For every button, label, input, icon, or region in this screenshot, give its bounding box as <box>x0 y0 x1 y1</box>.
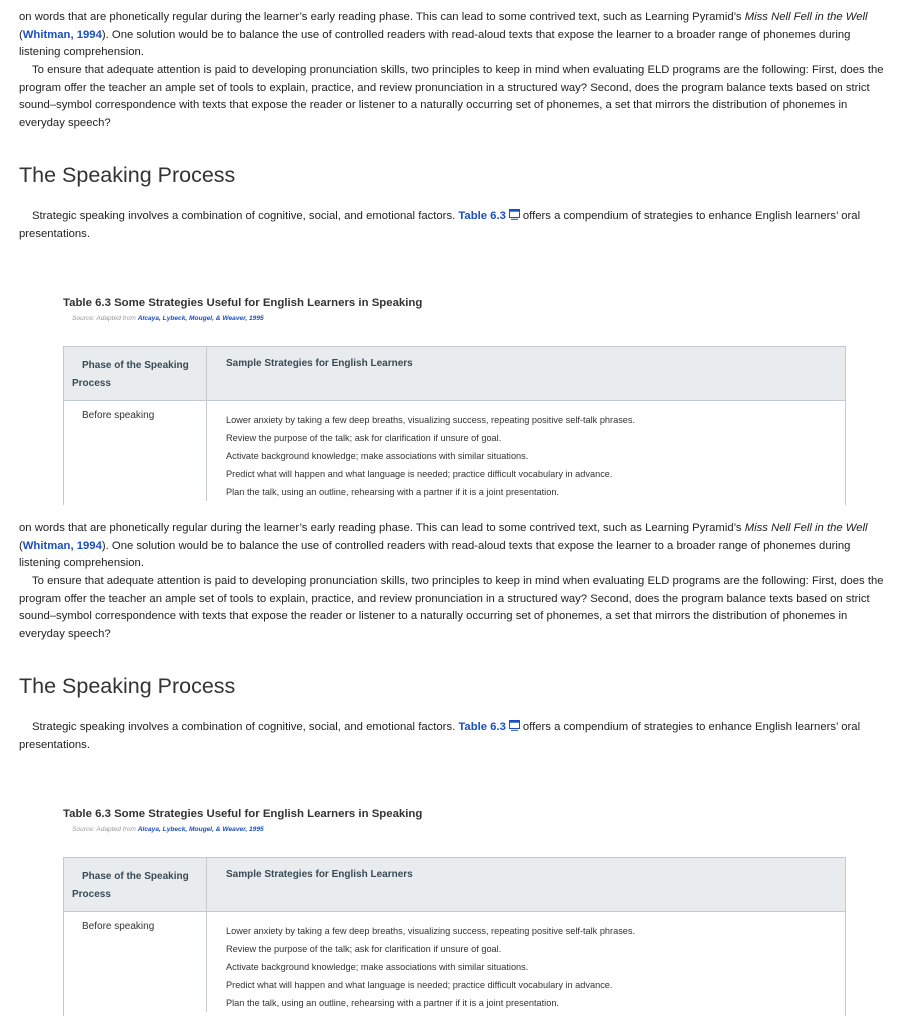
strategy-item: Review the purpose of the talk; ask for clarification if unsure of goal. <box>226 433 502 443</box>
header-phase: Phase of the Speaking Process <box>64 858 207 911</box>
table-header-row <box>64 347 845 401</box>
table-6-3-link[interactable]: Table 6.3 <box>458 721 506 733</box>
intro-paragraph-1: on words that are phonetically regular during the learner’s early reading phase. This can lead to some contrived text, such as Learning Pyramid’s Miss Nell Fell in the Well (Whitman, 1994). One solution would be to balance the use of controlled readers with read-aloud texts that expose the learner to a broader range of phonemes during listening comprehension. <box>19 11 868 59</box>
source-citation-link[interactable]: Alcaya, Lybeck, Mougel, & Weaver, 1995 <box>137 826 264 833</box>
strategy-item: Predict what will happen and what language is needed; practice difficult vocabulary in advance. <box>226 980 613 990</box>
table-source: Source: Adapted from Alcaya, Lybeck, Mougel, & Weaver, 1995 <box>72 315 264 322</box>
citation-link-whitman[interactable]: Whitman, 1994 <box>22 28 102 41</box>
table-6-3-link[interactable]: Table 6.3 <box>458 210 506 222</box>
section-heading: The Speaking Process <box>19 163 236 187</box>
intro-paragraph-1: on words that are phonetically regular during the learner’s early reading phase. This can lead to some contrived text, such as Learning Pyramid’s Miss Nell Fell in the Well (Whitman, 1994). One solution would be to balance the use of controlled readers with read-aloud texts that expose the learner to a broader range of phonemes during listening comprehension. <box>19 522 868 570</box>
table-source: Source: Adapted from Alcaya, Lybeck, Mougel, & Weaver, 1995 <box>72 826 264 833</box>
intro-paragraph-2: To ensure that adequate attention is paid to developing pronunciation skills, two principles to keep in mind when evaluating ELD programs are the following: First, does the program offer the teacher an ample set of tools to explain, practice, and review pronunciation in a structured way? Second, does the program balance texts based on strict sound–symbol correspondence with texts that expose the reader or listener to a naturally occurring set of phonemes, a set that mirrors the distribution of phonemes in everyday speech? <box>19 575 884 640</box>
section-paragraph: Strategic speaking involves a combination of cognitive, social, and emotional factors. Table 6.3 offers a compendium of strategies to enhance English learners’ oral presentations. <box>19 210 861 240</box>
header-phase: Phase of the Speaking Process <box>64 347 207 400</box>
table-title: Table 6.3 Some Strategies Useful for English Learners in Speaking <box>63 808 423 820</box>
strategy-item: Activate background knowledge; make associations with similar situations. <box>226 962 529 972</box>
intro-paragraph-2: To ensure that adequate attention is paid to developing pronunciation skills, two principles to keep in mind when evaluating ELD programs are the following: First, does the program offer the teacher an ample set of tools to explain, practice, and review pronunciation in a structured way? Second, does the program balance texts based on strict sound–symbol correspondence with texts that expose the reader or listener to a naturally occurring set of phonemes, a set that mirrors the distribution of phonemes in everyday speech? <box>19 64 884 129</box>
strategy-item: Lower anxiety by taking a few deep breaths, visualizing success, repeating positive self-talk phrases. <box>226 415 636 425</box>
book-title: Miss Nell Fell in the Well <box>744 522 868 534</box>
table-row <box>64 401 845 501</box>
phase-cell: Before speaking <box>64 401 207 501</box>
strategy-item: Review the purpose of the talk; ask for clarification if unsure of goal. <box>226 944 502 954</box>
table-header-row <box>64 858 845 912</box>
strategy-item: Predict what will happen and what language is needed; practice difficult vocabulary in advance. <box>226 469 613 479</box>
citation-link-whitman[interactable]: Whitman, 1994 <box>22 539 102 552</box>
header-strategies: Sample Strategies for English Learners <box>226 358 413 369</box>
strategies-table <box>63 346 846 505</box>
header-strategies: Sample Strategies for English Learners <box>226 869 413 880</box>
table-row <box>64 912 845 1012</box>
source-citation-link[interactable]: Alcaya, Lybeck, Mougel, & Weaver, 1995 <box>137 315 264 322</box>
strategy-item: Activate background knowledge; make associations with similar situations. <box>226 451 529 461</box>
section-heading: The Speaking Process <box>19 674 236 698</box>
strategy-item: Plan the talk, using an outline, rehearsing with a partner if it is a joint presentation. <box>226 487 559 497</box>
strategies-cell <box>226 411 635 501</box>
strategy-item: Plan the talk, using an outline, rehearsing with a partner if it is a joint presentation. <box>226 998 559 1008</box>
strategies-table <box>63 857 846 1016</box>
content-block-1 <box>0 0 897 505</box>
external-window-icon[interactable] <box>509 209 520 220</box>
strategy-item: Lower anxiety by taking a few deep breaths, visualizing success, repeating positive self-talk phrases. <box>226 926 636 936</box>
external-window-icon[interactable] <box>509 720 520 731</box>
book-title: Miss Nell Fell in the Well <box>744 11 868 23</box>
section-paragraph: Strategic speaking involves a combination of cognitive, social, and emotional factors. Table 6.3 offers a compendium of strategies to enhance English learners’ oral presentations. <box>19 721 861 751</box>
content-block-2 <box>0 511 897 1016</box>
strategies-cell <box>226 922 635 1012</box>
phase-cell: Before speaking <box>64 912 207 1012</box>
table-title: Table 6.3 Some Strategies Useful for English Learners in Speaking <box>63 297 423 309</box>
